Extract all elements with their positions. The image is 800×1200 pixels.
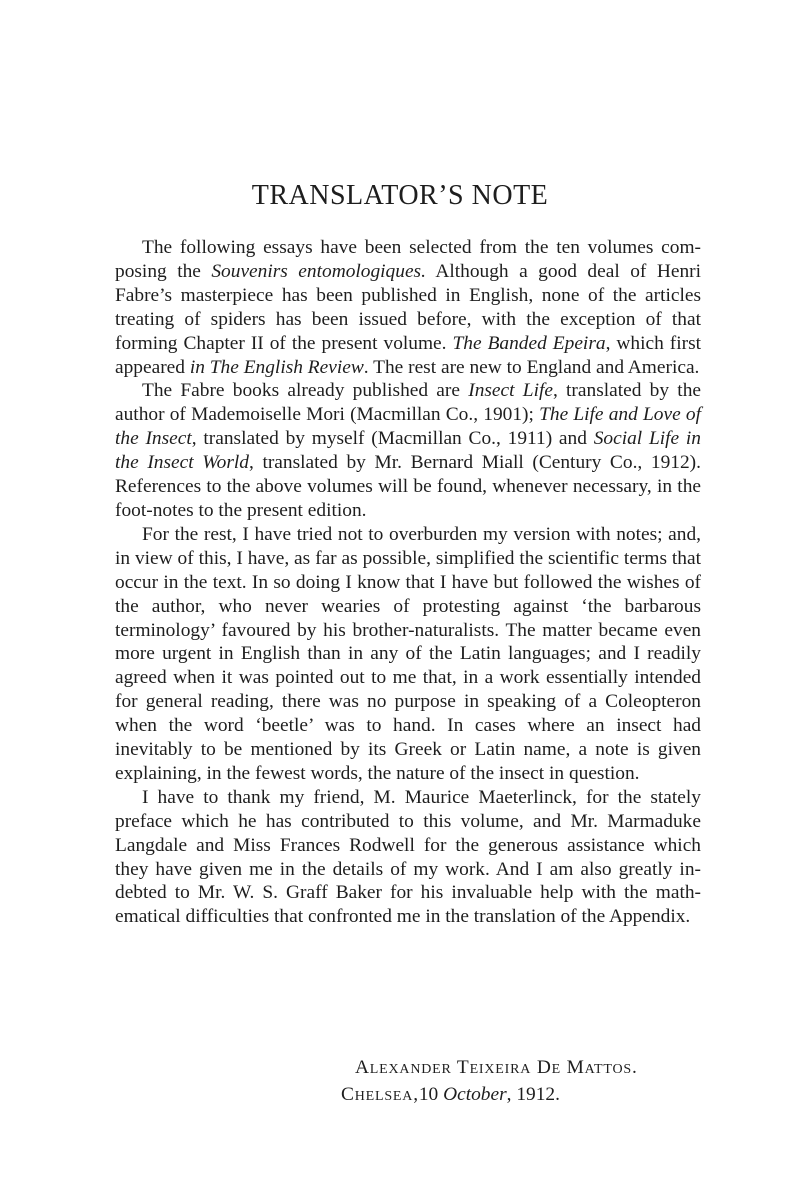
signature-name: Alexander Teixeira De Mattos. xyxy=(355,1057,638,1078)
text-run: , which first appeared xyxy=(115,332,701,378)
signature-month: October xyxy=(443,1084,507,1105)
paragraph-1 xyxy=(115,236,701,379)
signature-place-date xyxy=(341,1084,560,1106)
paragraph-2 xyxy=(115,379,701,522)
italic-run: Social Life in the Insect World xyxy=(115,428,701,474)
text-run: , translated by myself (Macmillan Co., 1911) and xyxy=(191,428,594,450)
signature-day: 10 xyxy=(418,1084,444,1105)
text-run: , translated by Mr. Bernard Miall (Century Co., 1912). References to the above volumes will be found, whenever necessary, in the foot-notes to the present edition. xyxy=(115,452,701,521)
signature-place: Chelsea, xyxy=(341,1084,419,1105)
text-run: The following essays have been selected from the ten volumes composing the xyxy=(115,237,701,282)
note-body xyxy=(115,236,701,929)
text-run: Although a good deal of Henri Fabre’s masterpiece has been published in English, none of the articles treating of spiders has been issued before, with the exception of that forming Chapter II of the present volume. xyxy=(115,260,701,354)
paragraph-3: For the rest, I have tried not to overburden my version with notes; and, in view of this, I have, as far as possible, simplified the scientific terms that occur in the text. In so doing I know that I have but followed the wishes of the author, who never wearies of protesting against ‘the barbarous terminology’ favoured by his brother-naturalists. The matter became even more urgent in English than in any of the Latin languages; and I readily agreed when it was pointed out to me that, in a work essentially intended for general reading, there was no purpose in speaking of a Coleopteron when the word ‘beetle’ was to hand. In cases where an insect had inevitably to be mentioned by its Greek or Latin name, a note is given explaining, in the fewest words, the nature of the insect in question. xyxy=(115,523,701,784)
page-title: TRANSLATOR’S NOTE xyxy=(251,180,549,211)
italic-run: in The English Review xyxy=(189,356,364,378)
text-run: The Fabre books already published are xyxy=(142,380,469,402)
signature-year: , 1912. xyxy=(506,1084,560,1105)
text-run: . The rest are new to England and America. xyxy=(363,356,700,378)
italic-run: Insect Life xyxy=(468,380,553,402)
paragraph-4: I have to thank my friend, M. Maurice Maeterlinck, for the stately preface which he has contributed to this volume, and Mr. Marmaduke Langdale and Miss Frances Rodwell for the generous assistance which they have given me in the details of my work. And I am also greatly indebted to Mr. W. S. Graff Baker for his invaluable help with the mathematical difficulties that confronted me in the translation of the Appendix. xyxy=(115,786,701,928)
text-run: , translated by the author of Mademoiselle Mori (Macmillan Co., 1901); xyxy=(115,380,701,426)
italic-run: The Life and Love of the Insect xyxy=(115,404,701,450)
italic-run: The Banded Epeira xyxy=(452,332,606,354)
italic-run: Souvenirs entomologiques. xyxy=(211,260,426,282)
